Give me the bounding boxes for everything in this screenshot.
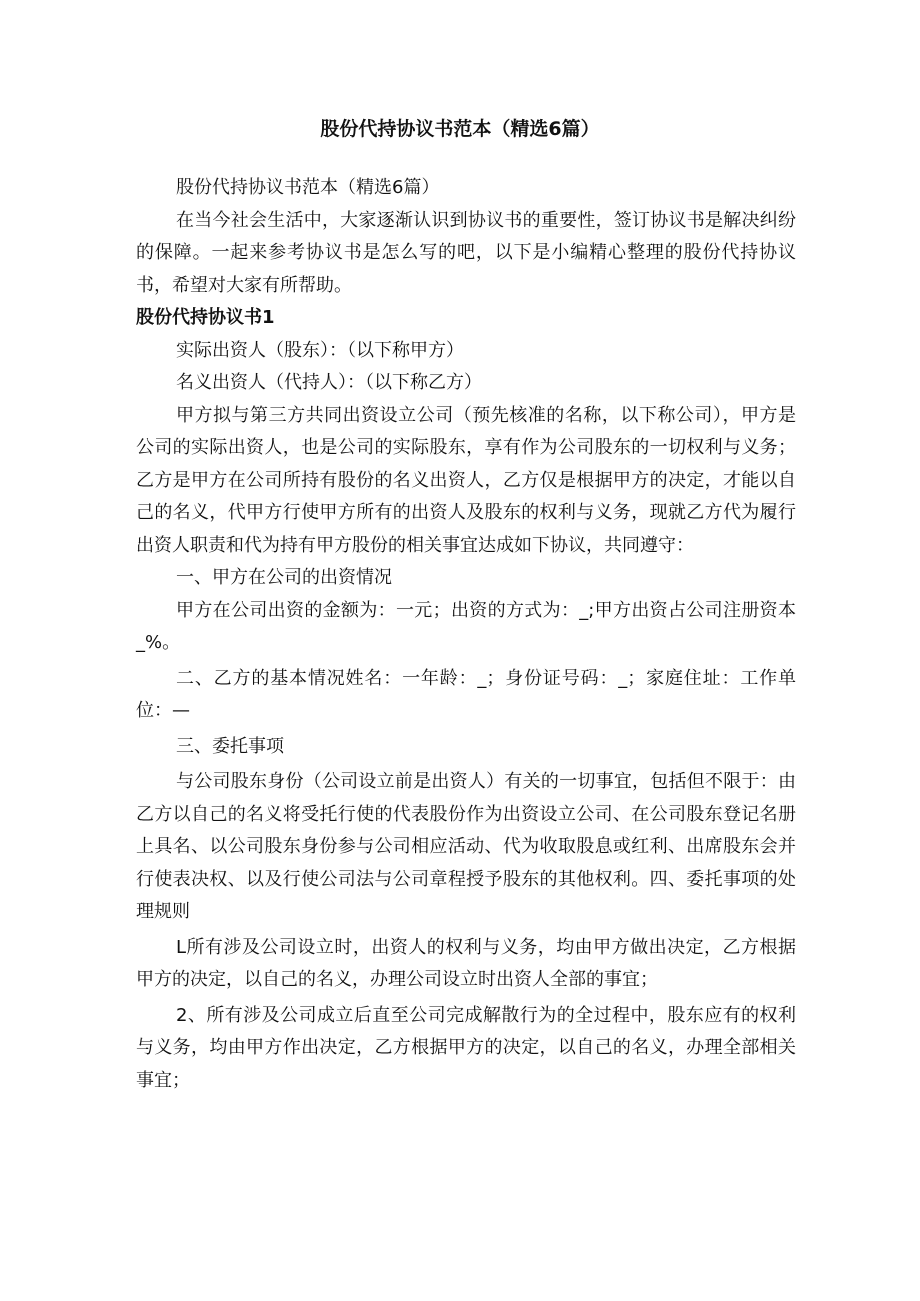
subtitle-paragraph: 股份代持协议书范本（精选6篇） bbox=[176, 177, 440, 198]
document-title: 股份代持协议书范本（精选6篇） bbox=[320, 118, 600, 140]
document-body bbox=[136, 172, 796, 1097]
clause-paragraph: L所有涉及公司设立时，出资人的权利与义务，均由甲方做出决定，乙方根据甲方的决定，以自己的名义，办理公司设立时出资人全部的事宜； bbox=[136, 936, 796, 990]
clause-paragraph: 甲方在公司出资的金额为：一元；出资的方式为：_;甲方出资占公司注册资本_%。 bbox=[136, 599, 796, 653]
clause-heading-3: 三、委托事项 bbox=[176, 735, 284, 757]
clause-heading-1: 一、甲方在公司的出资情况 bbox=[176, 567, 392, 588]
clause-paragraph: 与公司股东身份（公司设立前是出资人）有关的一切事宜，包括但不限于：由乙方以自己的名义将受托行使的代表股份作为出资设立公司、在公司股东登记名册上具名、以公司股东身份参与公司相应活动、代为收取股息或红利、出席股东会并行使表决权、以及行使公司法与公司章程授予股东的其他权利。四、委托事项的处理规则 bbox=[136, 771, 796, 922]
clause-paragraph: 二、乙方的基本情况姓名：一年龄：_；身份证号码：_；家庭住址：工作单位：— bbox=[136, 667, 796, 721]
intro-paragraph: 在当今社会生活中，大家逐渐认识到协议书的重要性，签订协议书是解决纠纷的保障。一起来参考协议书是怎么写的吧，以下是小编精心整理的股份代持协议书，希望对大家有所帮助。 bbox=[136, 209, 796, 296]
clause-paragraph: 2、所有涉及公司成立后直至公司完成解散行为的全过程中，股东应有的权利与义务，均由甲方作出决定，乙方根据甲方的决定，以自己的名义，办理全部相关事宜； bbox=[136, 1004, 796, 1091]
preamble-paragraph: 甲方拟与第三方共同出资设立公司（预先核准的名称，以下称公司），甲方是公司的实际出资人，也是公司的实际股东，享有作为公司股东的一切权利与义务；乙方是甲方在公司所持有股份的名义出资人，乙方仅是根据甲方的决定，才能以自己的名义，代甲方行使甲方所有的出资人及股东的权利与义务，现就乙方代为履行出资人职责和代为持有甲方股份的相关事宜达成如下协议，共同遵守： bbox=[136, 404, 796, 556]
section-heading: 股份代持协议书1 bbox=[136, 307, 275, 328]
party-b-line: 名义出资人（代持人）：（以下称乙方） bbox=[176, 372, 482, 393]
party-a-line: 实际出资人（股东）：（以下称甲方） bbox=[176, 339, 464, 361]
